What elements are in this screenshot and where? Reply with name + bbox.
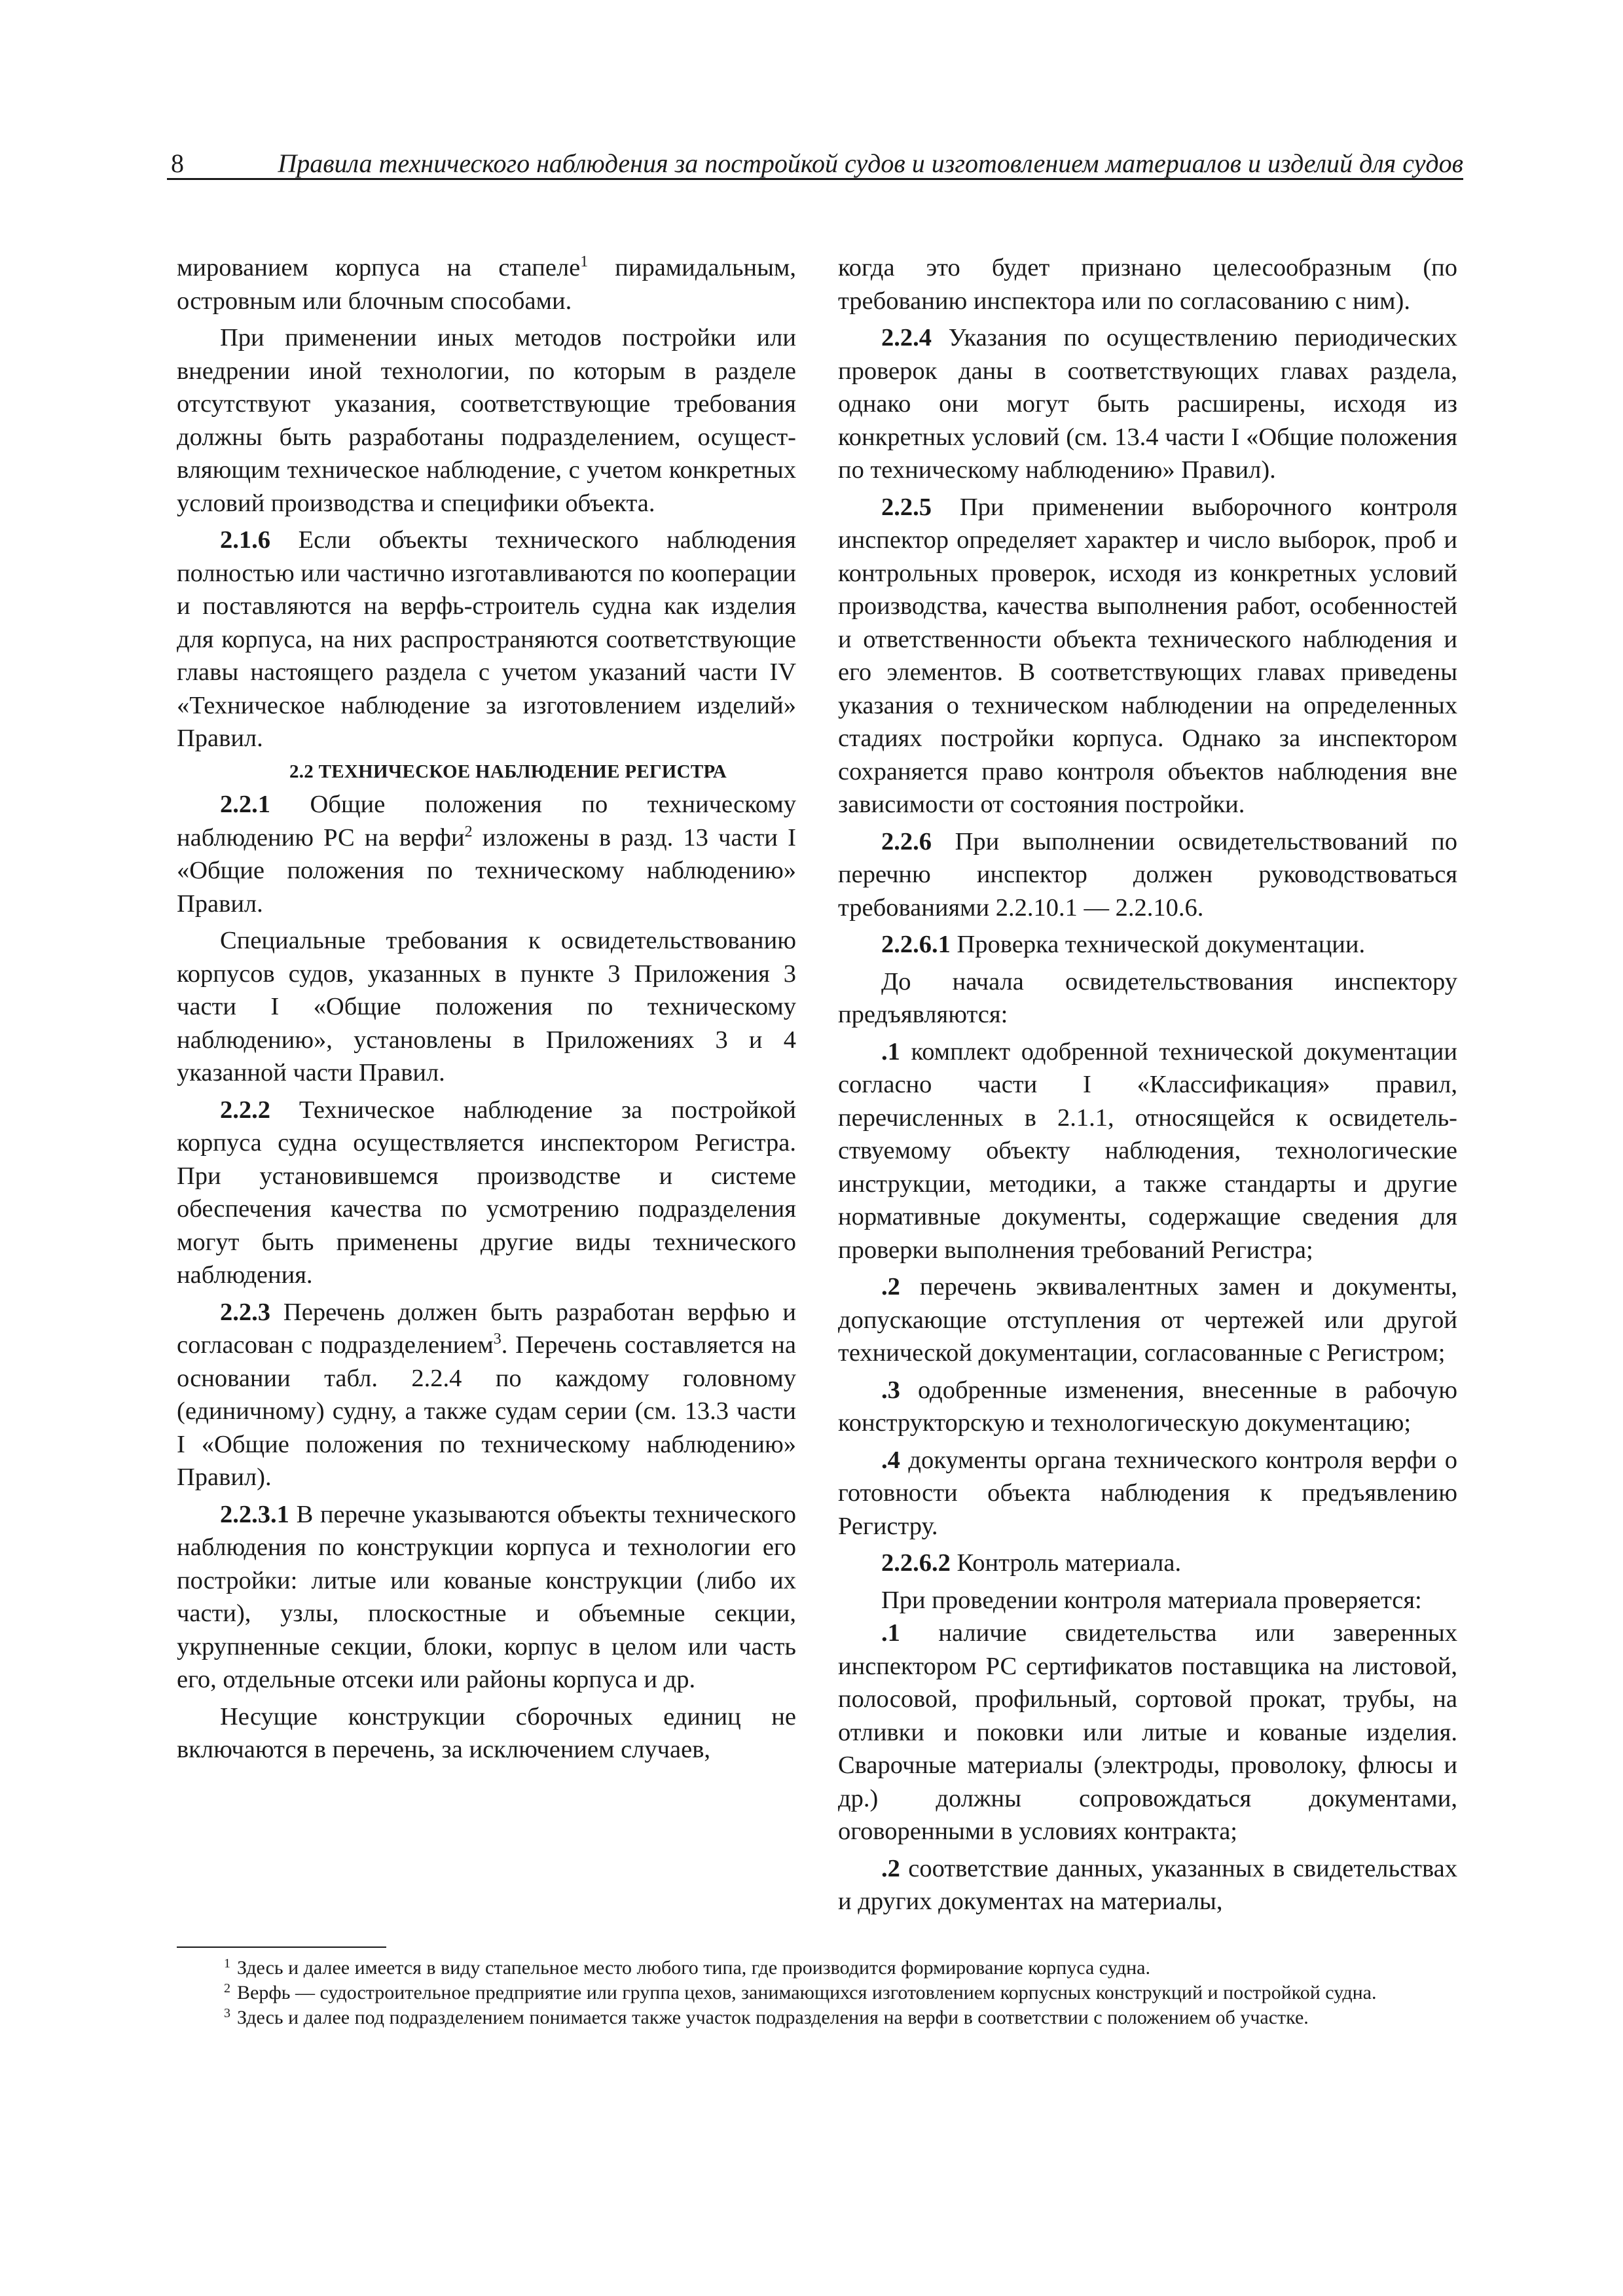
page-header <box>167 143 1463 179</box>
footnotes <box>177 1956 1453 2030</box>
clause-number: 2.2.1 <box>220 791 270 818</box>
list-item: .3 одобренные изменения, внесенные в рабочую конструкторскую и технологическую документацию; <box>838 1376 1457 1437</box>
item-number: .2 <box>881 1273 900 1300</box>
list-item: .1 наличие свидетельства или заверенных инспектором РС сертификатов поставщика на листовой, полосовой, профильный, сортовой прокат, трубы, на отливки и поковки или литые и кованые изделия. Сварочные материалы (электроды, проволоку, флюсы и др.) должны сопровождаться документами, оговоренными в условиях контракта; <box>838 1619 1457 1845</box>
footnote-ref: 3 <box>493 1331 501 1348</box>
paragraph: 2.2.6.2 Контроль материала. <box>881 1549 1182 1577</box>
item-number: .1 <box>881 1619 900 1647</box>
paragraph: 2.2.6 При выполнении освидетельствований по перечню инспектор должен руководствоваться требованиями 2.2.10.1 — 2.2.10.6. <box>838 827 1457 922</box>
clause-number: 2.2.5 <box>881 493 932 521</box>
clause-number: 2.2.6.2 <box>881 1549 951 1577</box>
header-rule <box>167 178 1463 180</box>
paragraph: Специальные требования к освидетельствованию корпусов судов, указанных в пункте 3 Приложения 3 части I «Общие положения по техническому наблюдению», установлены в Приложениях 3 и 4 указанной части Правил. <box>177 927 796 1086</box>
item-number: .2 <box>881 1854 900 1882</box>
left-column <box>177 251 796 1767</box>
clause-number: 2.2.6 <box>881 827 932 855</box>
footnote-mark: 1 <box>224 1956 230 1971</box>
paragraph: 2.2.4 Указания по осуществлению периодических проверок даны в соответствующих главах раздела, однако они могут быть расширены, исходя из конкретных условий (см. 13.4 части I «Общие положения по техническому наблюдению» Правил). <box>838 324 1457 484</box>
paragraph: 2.2.6.1 Проверка технической документации. <box>881 931 1366 958</box>
paragraph: 2.2.5 При применении выборочного контроля инспектор определяет характер и число выборок, проб и контрольных проверок, исходя из конкретных условий производства, качества выполнения работ, особенностей и ответственности объекта технического наблюдения и его элементов. В соответствующих главах приведены указания о техническом наблюдении на определенных стадиях постройки корпуса. Однако за инспектором сохраняется право контроля объектов наблюдения вне зависимости от состояния постройки. <box>838 493 1457 818</box>
item-number: .1 <box>881 1037 900 1066</box>
paragraph: когда это будет признано целесообразным (по требованию инспектора или по согласованию с ним). <box>838 254 1457 315</box>
paragraph: 2.2.3.1 В перечне указываются объекты технического наблюдения по конструкции корпуса и технологии его постройки: литые или кованые конструкции (либо их части), узлы, плоскостные и объемные секции, укрупненные секции, блоки, корпус в целом или часть его, отдельные отсеки или районы корпуса и др. <box>177 1500 796 1693</box>
paragraph: 2.2.2 Техническое наблюдение за постройкой корпуса судна осуществляется инспектором Регистра. При установившемся производстве и системе обеспечения качества по усмотрению подразделения могут быть применены другие виды технического наблюдения. <box>177 1096 796 1289</box>
paragraph: При проведении контроля материала проверяется: <box>881 1586 1422 1614</box>
paragraph: мированием корпуса на стапеле$^1$ пирамидальным, островным или блочным способами. <box>177 253 796 315</box>
footnote: $^1$ Здесь и далее имеется в виду стапельное место любого типа, где производится формирование корпуса судна. <box>224 1956 1150 1979</box>
paragraph: 2.2.1 Общие положения по техническому наблюдению РС на верфи$^2$ изложены в разд. 13 части I «Общие положения по техническому наблюдению» Правил. <box>177 791 796 918</box>
paragraph: До начала освидетельствования инспектору предъявляются: <box>838 967 1457 1028</box>
footnote-ref: 2 <box>464 823 473 840</box>
paragraph: При применении иных методов постройки или внедрении иной технологии, по которым в разделе отсутствуют указания, соответствующие требования должны быть разработаны подразделением, осуществляющим техническое наблюдение, с учетом конкретных условий производства и специфики объекта. <box>177 324 796 517</box>
paragraph: 2.2.3 Перечень должен быть разработан верфью и согласован с подразделением$^3$. Перечень составляется на основании табл. 2.2.4 по каждому головному (единичному) судну, а также судам серии (см. 13.3 части I «Общие положения по техническому наблюдению» Правил). <box>177 1298 796 1491</box>
clause-number: 2.2.6.1 <box>881 931 951 958</box>
running-title: Правила технического наблюдения за постройкой судов и изготовлением материалов и изделий для судов <box>278 149 1463 178</box>
clause-number: 2.1.6 <box>220 526 270 554</box>
footnote-rule <box>177 1946 386 1948</box>
footnote: $^3$ Здесь и далее под подразделением понимается также участок подразделения на верфи в соответствии с положением об участке. <box>224 2006 1309 2028</box>
clause-number: 2.2.3 <box>220 1298 270 1326</box>
section-heading: 2.2 ТЕХНИЧЕСКОЕ НАБЛЮДЕНИЕ РЕГИСТРА <box>289 761 727 782</box>
paragraph: 2.1.6 Если объекты технического наблюдения полностью или частично изготавливаются по кооперации и поставляются на верфь-строитель судна как изделия для корпуса, на них распространяются соответствующие главы настоящего раздела с учетом указаний части IV «Техническое наблюдение за изготовлением изделий» Правил. <box>177 526 796 752</box>
right-column <box>838 251 1457 1918</box>
footnote: $^2$ Верфь — судостроительное предприятие или группа цехов, занимающихся изготовлением корпусных конструкций и постройкой судна. <box>224 1981 1377 2003</box>
footnote-ref: 1 <box>580 253 589 270</box>
clause-number: 2.2.4 <box>881 324 932 351</box>
list-item: .2 соответствие данных, указанных в свидетельствах и других документах на материалы, <box>838 1854 1457 1915</box>
item-number: .4 <box>881 1446 900 1474</box>
list-item: .2 перечень эквивалентных замен и документы, допускающие отступления от чертежей или другой технической документации, согласованные с Регистром; <box>838 1273 1457 1367</box>
clause-number: 2.2.2 <box>220 1096 270 1124</box>
clause-number: 2.2.3.1 <box>220 1500 289 1528</box>
page-number: 8 <box>171 149 184 178</box>
list-item: .4 документы органа технического контроля верфи о готовности объекта наблюдения к предъявлению Регистру. <box>838 1446 1457 1540</box>
footnote-mark: 2 <box>224 1981 230 1996</box>
paragraph: Несущие конструкции сборочных единиц не включаются в перечень, за исключением случаев, <box>177 1702 796 1763</box>
footnote-mark: 3 <box>224 2006 230 2020</box>
item-number: .3 <box>881 1376 900 1404</box>
list-item: .1 комплект одобренной технической документации согласно части I «Классификация» правил, перечисленных в 2.1.1, относящейся к освидетельствуемому объекту наблюдения, технологические инструкции, методики, а также стандарты и другие нормативные документы, содержащие сведения для проверки выполнения требований Регистра; <box>838 1037 1457 1264</box>
